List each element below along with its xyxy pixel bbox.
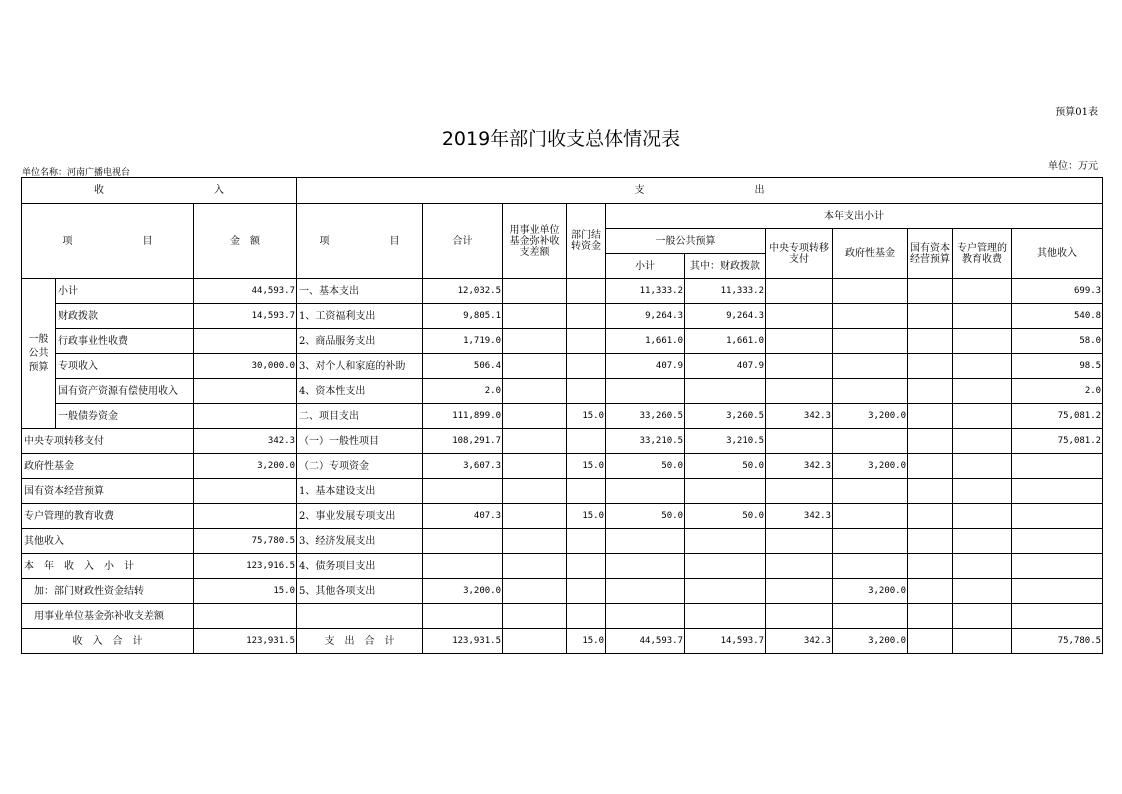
cell-edu: [953, 429, 1012, 454]
cell-diff: [503, 379, 567, 404]
table-row: [22, 579, 1103, 604]
expense-item-name: 3、经济发展支出: [297, 529, 423, 554]
cell-other: 540.8: [1012, 304, 1103, 329]
cell-gp-fin: [685, 479, 766, 504]
cell-transfer: [567, 279, 606, 304]
general-budget-header: 一般公共预算: [606, 229, 766, 254]
cell-edu: [953, 529, 1012, 554]
expense-total-label: 支 出 合 计: [297, 629, 423, 654]
cell-total: 506.4: [423, 354, 503, 379]
cell-central: [766, 379, 833, 404]
unit-name: 单位名称：河南广播电视台: [22, 168, 131, 178]
income-item-name: 专户管理的教育收费: [22, 504, 194, 529]
cell-edu: [953, 279, 1012, 304]
income-item-name: 用事业单位基金弥补收支差额: [22, 604, 194, 629]
cell-gp-fin: [685, 579, 766, 604]
cell-gov: [833, 604, 908, 629]
cell-central: [766, 354, 833, 379]
cell-central: [766, 329, 833, 354]
income-amount: [194, 479, 297, 504]
cell-transfer: [567, 579, 606, 604]
cell-gov: [833, 354, 908, 379]
cell-gp-fin: 50.0: [685, 504, 766, 529]
cell-edu: [953, 604, 1012, 629]
cell-gp-fin: 50.0: [685, 454, 766, 479]
table-row: [22, 429, 1103, 454]
cell-diff: [503, 529, 567, 554]
income-amount: [194, 504, 297, 529]
income-item-name: 财政拨款: [56, 304, 194, 329]
cell-other: 75,081.2: [1012, 404, 1103, 429]
income-item-name: 一般债券资金: [56, 404, 194, 429]
income-amount: [194, 604, 297, 629]
cell-transfer: [567, 554, 606, 579]
cell-other: [1012, 604, 1103, 629]
total-gov: 3,200.0: [833, 629, 908, 654]
other-income-header: 其他收入: [1012, 229, 1103, 279]
cell-central: [766, 279, 833, 304]
income-item-name: 其他收入: [22, 529, 194, 554]
expense-item-name: 1、基本建设支出: [297, 479, 423, 504]
cell-central: [766, 604, 833, 629]
budget-table: [21, 177, 1103, 654]
cell-state: [908, 504, 953, 529]
total-gp-sub: 44,593.7: [606, 629, 685, 654]
cell-gov: 3,200.0: [833, 404, 908, 429]
income-amount: 75,780.5: [194, 529, 297, 554]
income-item-name: 加：部门财政性资金结转: [22, 579, 194, 604]
income-amount: 3,200.0: [194, 454, 297, 479]
total-diff: [503, 629, 567, 654]
cell-central: [766, 579, 833, 604]
cell-diff: [503, 479, 567, 504]
income-amount-header: 金 额: [194, 204, 297, 279]
income-item-name: 专项收入: [56, 354, 194, 379]
cell-total: 111,899.0: [423, 404, 503, 429]
cell-gov: [833, 279, 908, 304]
fund-diff-header: 用事业单位基金弥补收支差额: [503, 204, 567, 279]
cell-state: [908, 454, 953, 479]
cell-gp-fin: 1,661.0: [685, 329, 766, 354]
cell-gp-fin: [685, 529, 766, 554]
cell-gp-sub: [606, 554, 685, 579]
edu-fee-header: 专户管理的教育收费: [953, 229, 1012, 279]
cell-state: [908, 554, 953, 579]
central-transfer-header: 中央专项转移支付: [766, 229, 833, 279]
gov-fund-header: 政府性基金: [833, 229, 908, 279]
cell-other: 58.0: [1012, 329, 1103, 354]
table-row: [22, 604, 1103, 629]
cell-gp-fin: 3,210.5: [685, 429, 766, 454]
income-total-amount: 123,931.5: [194, 629, 297, 654]
cell-total: [423, 554, 503, 579]
cell-transfer: [567, 304, 606, 329]
table-row: [22, 529, 1103, 554]
cell-gp-sub: [606, 479, 685, 504]
cell-edu: [953, 404, 1012, 429]
header-row-2: [22, 204, 1103, 229]
cell-state: [908, 529, 953, 554]
table-row: [22, 504, 1103, 529]
cell-central: 342.3: [766, 454, 833, 479]
cell-gp-sub: 50.0: [606, 454, 685, 479]
cell-gp-fin: 407.9: [685, 354, 766, 379]
expense-item-name: （二）专项资金: [297, 454, 423, 479]
cell-gov: [833, 504, 908, 529]
cell-gov: 3,200.0: [833, 454, 908, 479]
cell-other: [1012, 504, 1103, 529]
income-amount: [194, 404, 297, 429]
cell-total: 2.0: [423, 379, 503, 404]
cell-diff: [503, 404, 567, 429]
state-capital-header: 国有资本经营预算: [908, 229, 953, 279]
cell-total: 407.3: [423, 504, 503, 529]
income-item-name: 行政事业性收费: [56, 329, 194, 354]
cell-state: [908, 354, 953, 379]
cell-state: [908, 329, 953, 354]
cell-other: [1012, 529, 1103, 554]
table-row: [22, 329, 1103, 354]
cell-total: 3,200.0: [423, 579, 503, 604]
expense-item-name: 5、其他各项支出: [297, 579, 423, 604]
expense-item-name: [297, 604, 423, 629]
cell-gp-fin: 9,264.3: [685, 304, 766, 329]
income-amount: 30,000.0: [194, 354, 297, 379]
cell-transfer: [567, 379, 606, 404]
income-item-name: 本 年 收 入 小 计: [22, 554, 194, 579]
income-amount: 15.0: [194, 579, 297, 604]
cell-gov: [833, 329, 908, 354]
cell-gp-fin: [685, 554, 766, 579]
cell-gov: 3,200.0: [833, 579, 908, 604]
cell-central: 342.3: [766, 404, 833, 429]
cell-gp-sub: 9,264.3: [606, 304, 685, 329]
cell-total: 12,032.5: [423, 279, 503, 304]
cell-gp-sub: [606, 529, 685, 554]
cell-edu: [953, 479, 1012, 504]
income-amount: 123,916.5: [194, 554, 297, 579]
expense-item-name: 4、债务项目支出: [297, 554, 423, 579]
cell-gov: [833, 429, 908, 454]
cell-other: [1012, 454, 1103, 479]
cell-state: [908, 604, 953, 629]
cell-total: 3,607.3: [423, 454, 503, 479]
cell-transfer: 15.0: [567, 454, 606, 479]
cell-state: [908, 479, 953, 504]
year-subtotal-header: 本年支出小计: [606, 204, 1103, 229]
cell-central: [766, 479, 833, 504]
cell-diff: [503, 604, 567, 629]
cell-diff: [503, 454, 567, 479]
cell-state: [908, 379, 953, 404]
cell-diff: [503, 429, 567, 454]
total-state: [908, 629, 953, 654]
table-row: [22, 479, 1103, 504]
expense-header: 支 出: [297, 178, 1103, 204]
form-number: 预算01表: [1055, 107, 1098, 118]
income-amount: 14,593.7: [194, 304, 297, 329]
cell-edu: [953, 354, 1012, 379]
expense-item-name: 2、商品服务支出: [297, 329, 423, 354]
cell-gov: [833, 379, 908, 404]
income-item-name: 小计: [56, 279, 194, 304]
income-item-name: 国有资本经营预算: [22, 479, 194, 504]
income-total-label: 收 入 合 计: [22, 629, 194, 654]
table-row: [22, 354, 1103, 379]
header-row-1: [22, 178, 1103, 204]
cell-state: [908, 304, 953, 329]
cell-gp-fin: 11,333.2: [685, 279, 766, 304]
cell-gov: [833, 479, 908, 504]
cell-diff: [503, 354, 567, 379]
cell-gp-fin: [685, 379, 766, 404]
table-row: [22, 304, 1103, 329]
totals-row: [22, 629, 1103, 654]
total-header: 合计: [423, 204, 503, 279]
income-amount: [194, 379, 297, 404]
cell-edu: [953, 579, 1012, 604]
transfer-header: 部门结转资金: [567, 204, 606, 279]
cell-diff: [503, 554, 567, 579]
cell-central: [766, 554, 833, 579]
cell-transfer: [567, 429, 606, 454]
gp-fin-header: 其中：财政拨款: [685, 254, 766, 279]
cell-gov: [833, 304, 908, 329]
cell-gp-sub: 11,333.2: [606, 279, 685, 304]
cell-transfer: [567, 479, 606, 504]
cell-other: 699.3: [1012, 279, 1103, 304]
cell-other: 98.5: [1012, 354, 1103, 379]
cell-total: 1,719.0: [423, 329, 503, 354]
cell-transfer: [567, 354, 606, 379]
cell-central: 342.3: [766, 504, 833, 529]
cell-state: [908, 404, 953, 429]
cell-edu: [953, 304, 1012, 329]
cell-transfer: [567, 604, 606, 629]
table-row: [22, 379, 1103, 404]
expense-item-name: 2、事业发展专项支出: [297, 504, 423, 529]
cell-total: [423, 479, 503, 504]
expense-item-name: （一）一般性项目: [297, 429, 423, 454]
cell-gp-fin: 3,260.5: [685, 404, 766, 429]
expense-item-name: 4、资本性支出: [297, 379, 423, 404]
total-edu: [953, 629, 1012, 654]
income-item-header: 项 目: [22, 204, 194, 279]
income-header: 收 入: [22, 178, 297, 204]
cell-diff: [503, 504, 567, 529]
cell-edu: [953, 554, 1012, 579]
cell-gp-sub: [606, 579, 685, 604]
expense-item-name: 1、工资福利支出: [297, 304, 423, 329]
cell-other: 2.0: [1012, 379, 1103, 404]
cell-total: 108,291.7: [423, 429, 503, 454]
cell-central: [766, 304, 833, 329]
cell-transfer: [567, 529, 606, 554]
cell-central: [766, 429, 833, 454]
cell-transfer: 15.0: [567, 504, 606, 529]
cell-gp-sub: 407.9: [606, 354, 685, 379]
expense-item-name: 3、对个人和家庭的补助: [297, 354, 423, 379]
expense-item-name: 二、项目支出: [297, 404, 423, 429]
cell-other: [1012, 579, 1103, 604]
income-item-name: 国有资产资源有偿使用收入: [56, 379, 194, 404]
cell-transfer: [567, 329, 606, 354]
cell-total: 9,805.1: [423, 304, 503, 329]
page-title: 2019年部门收支总体情况表: [441, 128, 681, 150]
money-unit: 单位：万元: [1048, 161, 1098, 172]
table-row: [22, 404, 1103, 429]
cell-other: 75,081.2: [1012, 429, 1103, 454]
gp-subtotal-header: 小计: [606, 254, 685, 279]
cell-gp-fin: [685, 604, 766, 629]
cell-diff: [503, 579, 567, 604]
cell-transfer: 15.0: [567, 404, 606, 429]
cell-other: [1012, 554, 1103, 579]
expense-item-name: 一、基本支出: [297, 279, 423, 304]
total-transfer: 15.0: [567, 629, 606, 654]
income-amount: [194, 329, 297, 354]
total-central: 342.3: [766, 629, 833, 654]
cell-gp-sub: 33,210.5: [606, 429, 685, 454]
group-label-general-budget: 一般公共预算: [22, 279, 56, 429]
cell-gp-sub: 1,661.0: [606, 329, 685, 354]
cell-gp-sub: [606, 379, 685, 404]
table-row: [22, 279, 1103, 304]
table-row: [22, 454, 1103, 479]
total-total: 123,931.5: [423, 629, 503, 654]
cell-diff: [503, 304, 567, 329]
total-other: 75,780.5: [1012, 629, 1103, 654]
cell-edu: [953, 379, 1012, 404]
cell-gp-sub: 33,260.5: [606, 404, 685, 429]
cell-edu: [953, 504, 1012, 529]
cell-state: [908, 429, 953, 454]
income-amount: 342.3: [194, 429, 297, 454]
cell-state: [908, 579, 953, 604]
cell-total: [423, 529, 503, 554]
income-item-name: 中央专项转移支付: [22, 429, 194, 454]
income-amount: 44,593.7: [194, 279, 297, 304]
cell-central: [766, 529, 833, 554]
table-row: [22, 554, 1103, 579]
cell-gp-sub: 50.0: [606, 504, 685, 529]
cell-edu: [953, 454, 1012, 479]
cell-gp-sub: [606, 604, 685, 629]
income-item-name: 政府性基金: [22, 454, 194, 479]
cell-gov: [833, 529, 908, 554]
cell-diff: [503, 279, 567, 304]
cell-state: [908, 279, 953, 304]
cell-total: [423, 604, 503, 629]
cell-edu: [953, 329, 1012, 354]
cell-gov: [833, 554, 908, 579]
cell-other: [1012, 479, 1103, 504]
cell-diff: [503, 329, 567, 354]
expense-item-header: 项 目: [297, 204, 423, 279]
total-gp-fin: 14,593.7: [685, 629, 766, 654]
